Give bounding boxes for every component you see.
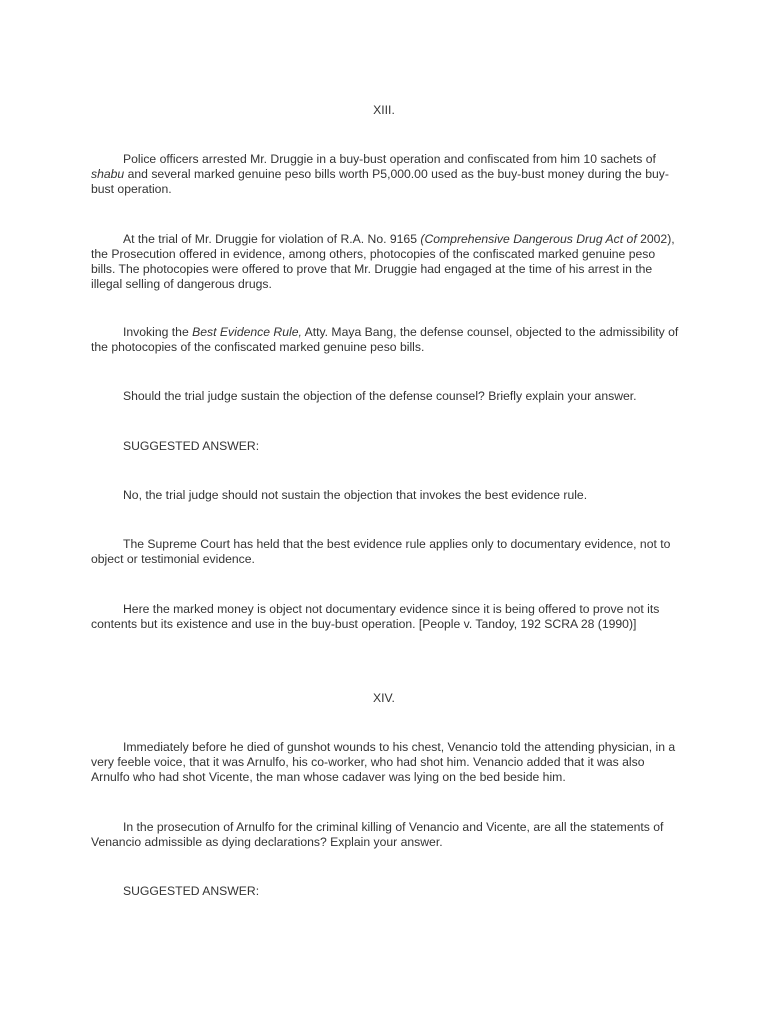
paragraph-facts-arrest — [91, 152, 681, 197]
text-run: Police officers arrested Mr. Druggie in a buy-bust operation and confiscated from him 10 sachets of — [123, 152, 656, 166]
suggested-answer-label-xiv: SUGGESTED ANSWER: — [123, 884, 260, 898]
text-run: At the trial of Mr. Druggie for violation of R.A. No. 9165 — [123, 232, 421, 246]
answer-paragraph-2: The Supreme Court has held that the best evidence rule applies only to documentary evidence, not to object or testimonial evidence. — [91, 537, 671, 566]
text-run: Atty. Maya Bang, the defense counsel, objected to the admissibility of the photocopies of the confiscated marked genuine peso bills. — [91, 325, 679, 354]
question-xiii: Should the trial judge sustain the objection of the defense counsel? Briefly explain your answer. — [123, 389, 637, 403]
text-run: 2002), the Prosecution offered in evidence, among others, photocopies of the confiscated marked genuine peso bills. The photocopies were offered to prove that Mr. Druggie had engaged at the time of his arrest in the illegal selling of dangerous drugs. — [91, 232, 675, 291]
paragraph-facts-objection — [91, 325, 681, 355]
paragraph-facts-trial — [91, 232, 681, 292]
text-run: and several marked genuine peso bills worth P5,000.00 used as the buy-bust money during the buy-bust operation. — [91, 167, 669, 196]
text-run: Invoking the — [123, 325, 193, 339]
section-heading-xiii: XIII. — [373, 103, 395, 117]
question-xiv: In the prosecution of Arnulfo for the criminal killing of Venancio and Vicente, are all the statements of Venancio admissible as dying declarations? Explain your answer. — [91, 820, 664, 849]
answer-paragraph-3: Here the marked money is object not documentary evidence since it is being offered to prove not its contents but its existence and use in the buy-bust operation. [People v. Tandoy, 192 SCRA 28 (1990)] — [91, 602, 660, 631]
section-heading-xiv: XIV. — [373, 691, 395, 705]
suggested-answer-label-xiii: SUGGESTED ANSWER: — [123, 439, 260, 453]
italic-law-title: (Comprehensive Dangerous Drug Act of — [420, 232, 641, 246]
paragraph-facts-dying-declaration: Immediately before he died of gunshot wounds to his chest, Venancio told the attending physician, in a very feeble voice, that it was Arnulfo, his co-worker, who had shot him. Venancio added that it was also Arnulfo who had shot Vicente, the man whose cadaver was lying on the bed beside him. — [91, 740, 676, 784]
italic-rule-name: Best Evidence Rule, — [192, 325, 302, 339]
answer-paragraph-1: No, the trial judge should not sustain the objection that invokes the best evidence rule. — [123, 488, 588, 502]
italic-term-shabu: shabu — [91, 167, 125, 181]
